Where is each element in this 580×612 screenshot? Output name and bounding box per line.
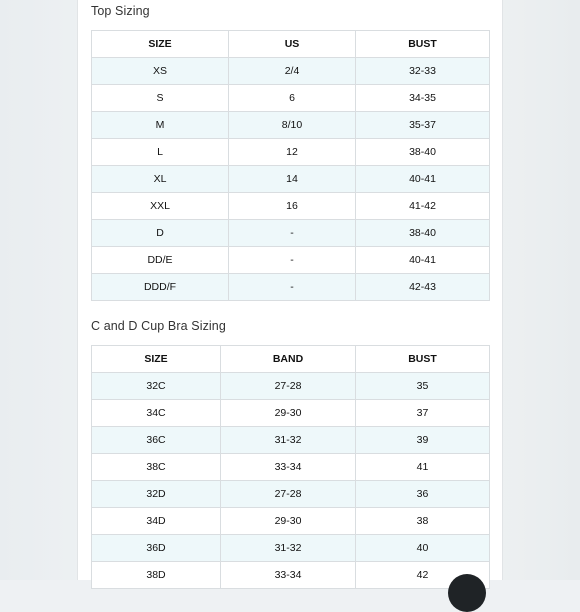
table-row [92,535,490,562]
table-cell: D [92,220,229,247]
table-row [92,562,490,589]
table-cell: 27-28 [221,481,356,508]
table-row [92,220,490,247]
table-cell: 29-30 [221,400,356,427]
table-cell: 40-41 [356,247,490,274]
table-cell: 39 [356,427,490,454]
table-row [92,166,490,193]
table-cell: 38-40 [356,220,490,247]
table-row [92,112,490,139]
table-cell: 33-34 [221,454,356,481]
table-cell: L [92,139,229,166]
column-header-size: SIZE [92,31,229,58]
table-cell: S [92,85,229,112]
table-row [92,400,490,427]
table-row [92,373,490,400]
table-row [92,139,490,166]
bra-sizing-table [91,345,490,589]
table-cell: 14 [229,166,356,193]
table-cell: 38 [356,508,490,535]
table-cell: 38D [92,562,221,589]
table-cell: 38C [92,454,221,481]
table-row [92,508,490,535]
table-cell: XL [92,166,229,193]
table-row [92,274,490,301]
table-row [92,193,490,220]
table-cell: 32-33 [356,58,490,85]
table-row [92,427,490,454]
table-cell: - [229,220,356,247]
table-cell: 32C [92,373,221,400]
table-cell: 41-42 [356,193,490,220]
table-cell: 37 [356,400,490,427]
table-row [92,481,490,508]
table-row [92,454,490,481]
table-cell: 29-30 [221,508,356,535]
bra-sizing-title: C and D Cup Bra Sizing [91,319,226,333]
table-header-row [92,31,490,58]
table-cell: 27-28 [221,373,356,400]
column-header-bust: BUST [356,346,490,373]
table-cell: 42-43 [356,274,490,301]
table-cell: 2/4 [229,58,356,85]
table-cell: 40-41 [356,166,490,193]
table-cell: 42 [356,562,490,589]
table-cell: 33-34 [221,562,356,589]
column-header-us: US [229,31,356,58]
table-header-row [92,346,490,373]
table-cell: 6 [229,85,356,112]
table-cell: 36D [92,535,221,562]
table-row [92,58,490,85]
table-row [92,85,490,112]
table-cell: 32D [92,481,221,508]
top-sizing-title: Top Sizing [91,4,150,18]
table-cell: 16 [229,193,356,220]
table-cell: DDD/F [92,274,229,301]
table-cell: 35 [356,373,490,400]
column-header-band: BAND [221,346,356,373]
table-cell: 36C [92,427,221,454]
table-cell: 38-40 [356,139,490,166]
column-header-size: SIZE [92,346,221,373]
table-cell: 40 [356,535,490,562]
table-cell: 35-37 [356,112,490,139]
table-cell: XS [92,58,229,85]
table-cell: DD/E [92,247,229,274]
table-cell: M [92,112,229,139]
table-cell: 31-32 [221,427,356,454]
top-sizing-table [91,30,490,301]
table-cell: 34C [92,400,221,427]
table-cell: - [229,274,356,301]
table-cell: 34-35 [356,85,490,112]
table-cell: 12 [229,139,356,166]
column-header-bust: BUST [356,31,490,58]
table-cell: 34D [92,508,221,535]
table-cell: 41 [356,454,490,481]
table-row [92,247,490,274]
table-cell: - [229,247,356,274]
table-cell: 31-32 [221,535,356,562]
table-cell: XXL [92,193,229,220]
table-cell: 36 [356,481,490,508]
table-cell: 8/10 [229,112,356,139]
